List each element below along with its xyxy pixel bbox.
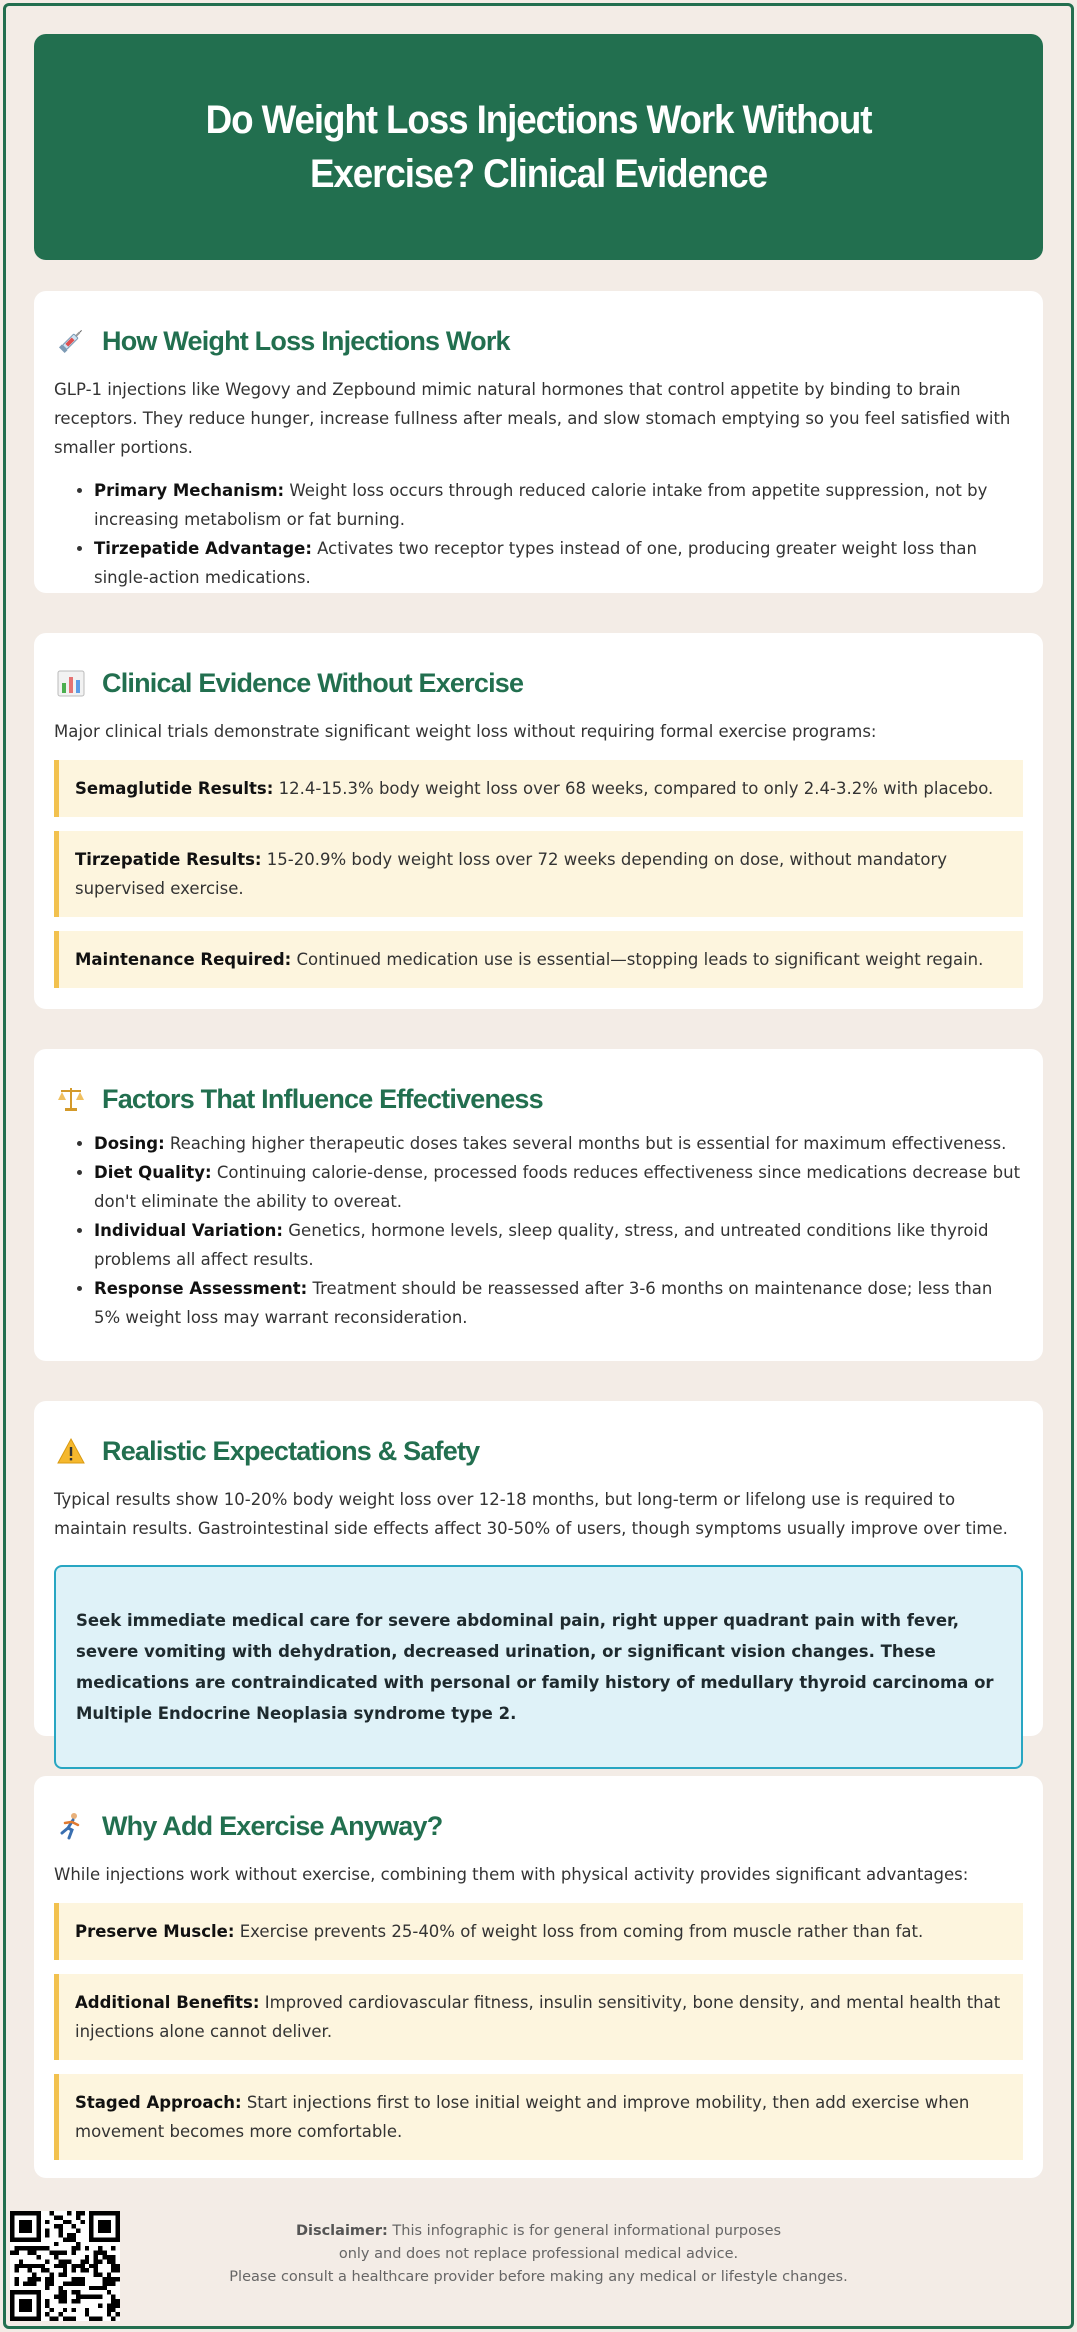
section-title-row <box>54 321 1023 361</box>
qr-code-icon <box>10 2210 120 2322</box>
list-item: • Primary Mechanism: Weight loss occurs through reduced calorie intake from appetite suppression, not by increasing metabolism or fat burning. <box>94 476 1023 534</box>
callout-preserve-muscle: Preserve Muscle: Exercise prevents 25-40% of weight loss from coming from muscle rather than fat. <box>54 1903 1023 1960</box>
callout-tirzepatide: Tirzepatide Results: 15-20.9% body weight loss over 72 weeks depending on dose, without mandatory supervised exercise. <box>54 831 1023 917</box>
section-intro: While injections work without exercise, combining them with physical activity provides significant advantages: <box>54 1865 969 1884</box>
list-item: • Diet Quality: Continuing calorie-dense, processed foods reduces effectiveness since medications decrease but don't eliminate the ability to overeat. <box>94 1158 1023 1216</box>
safety-alert: Seek immediate medical care for severe abdominal pain, right upper quadrant pain with fever, severe vomiting with dehydration, decreased urination, or significant vision changes. These medications are contraindicated with personal or family history of medullary thyroid carcinoma or Multiple Endocrine Neoplasia syndrome type 2. <box>54 1565 1023 1769</box>
callout-staged-approach: Staged Approach: Start injections first to lose initial weight and improve mobility, then add exercise when movement becomes more comfortable. <box>54 2074 1023 2160</box>
bar-chart-icon <box>54 666 88 700</box>
list-item: • Individual Variation: Genetics, hormone levels, sleep quality, stress, and untreated conditions like thyroid problems all affect results. <box>94 1216 1023 1274</box>
section-effectiveness-factors <box>34 1049 1043 1361</box>
callout-additional-benefits: Additional Benefits: Improved cardiovascular fitness, insulin sensitivity, bone density, and mental health that injections alone cannot deliver. <box>54 1974 1023 2060</box>
bullet-list <box>54 476 1023 592</box>
disclaimer: Disclaimer: This infographic is for general informational purposes only and does not replace professional medical advice. Please consult a healthcare provider before making any medical or lifestyle changes. <box>229 2223 848 2285</box>
callout-semaglutide: Semaglutide Results: 12.4-15.3% body weight loss over 68 weeks, compared to only 2.4-3.2% with placebo. <box>54 760 1023 817</box>
section-heading: How Weight Loss Injections Work <box>102 325 510 356</box>
section-title-row <box>54 1806 1023 1846</box>
section-title-row <box>54 663 1023 703</box>
list-item: • Dosing: Reaching higher therapeutic doses takes several months but is essential for maximum effectiveness. <box>94 1129 1023 1158</box>
runner-icon <box>54 1809 88 1843</box>
section-intro: GLP-1 injections like Wegovy and Zepbound mimic natural hormones that control appetite by binding to brain receptors. They reduce hunger, increase fullness after meals, and slow stomach emptying so you feel satisfied with smaller portions. <box>54 380 1011 457</box>
callout-maintenance: Maintenance Required: Continued medication use is essential—stopping leads to significant weight regain. <box>54 931 1023 988</box>
scales-icon <box>54 1082 88 1116</box>
section-heading: Factors That Influence Effectiveness <box>102 1083 543 1114</box>
section-why-exercise <box>34 1776 1043 2178</box>
section-heading: Clinical Evidence Without Exercise <box>102 667 524 698</box>
warning-icon <box>54 1434 88 1468</box>
section-expectations-safety <box>34 1401 1043 1736</box>
section-intro: Typical results show 10-20% body weight loss over 12-18 months, but long-term or lifelong use is required to maintain results. Gastrointestinal side effects affect 30-50% of users, though symptoms usually improve over time. <box>54 1490 1008 1538</box>
bullet-list <box>54 1129 1023 1332</box>
footer <box>0 2210 1077 2332</box>
section-heading: Realistic Expectations & Safety <box>102 1435 480 1466</box>
section-heading: Why Add Exercise Anyway? <box>102 1810 443 1841</box>
section-clinical-evidence <box>34 633 1043 1009</box>
section-title-row <box>54 1431 1023 1471</box>
section-intro: Major clinical trials demonstrate significant weight loss without requiring formal exercise programs: <box>54 722 877 741</box>
syringe-icon <box>54 324 88 358</box>
title-banner <box>34 34 1043 260</box>
section-how-injections-work <box>34 291 1043 593</box>
list-item: • Response Assessment: Treatment should be reassessed after 3-6 months on maintenance dose; less than 5% weight loss may warrant reconsideration. <box>94 1274 1023 1332</box>
list-item: • Tirzepatide Advantage: Activates two receptor types instead of one, producing greater weight loss than single-action medications. <box>94 534 1023 592</box>
section-title-row <box>54 1079 1023 1119</box>
page-title: Do Weight Loss Injections Work Without Exercise? Clinical Evidence <box>205 98 872 196</box>
